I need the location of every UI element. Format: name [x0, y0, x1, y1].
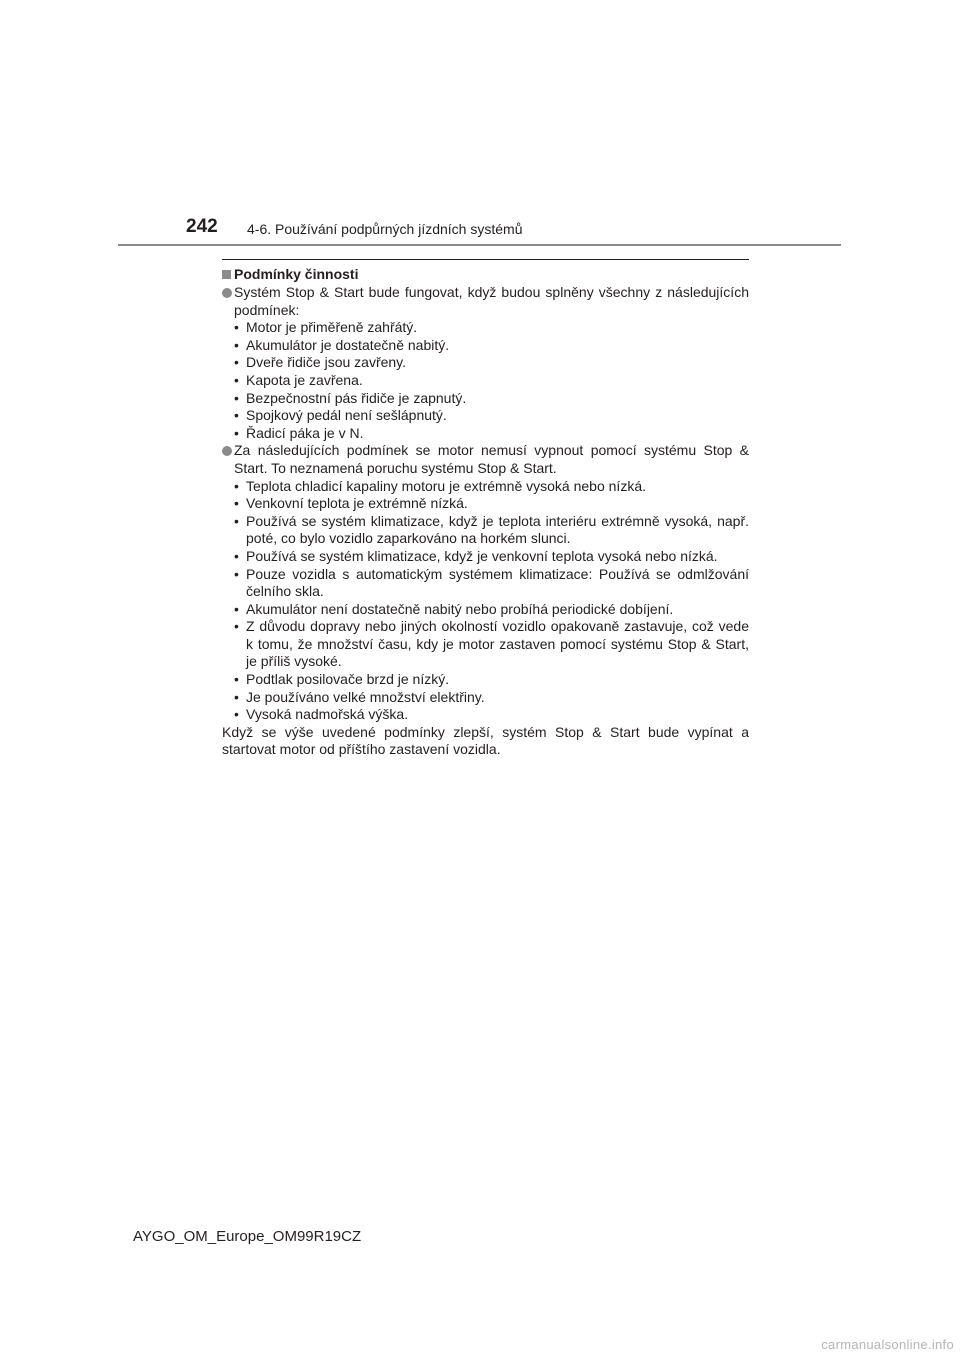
condition-item-text: Systém Stop & Start bude fungovat, když budou splněny všechny z následujících podmínek: [234, 284, 749, 318]
bullet-icon: • [234, 319, 239, 336]
list-item-text: Akumulátor není dostatečně nabitý nebo probíhá periodické dobíjení. [246, 600, 674, 617]
list-item-text: Venkovní teplota je extrémně nízká. [246, 495, 468, 512]
bullet-icon: • [234, 600, 239, 617]
condition-item [222, 442, 749, 477]
bullet-icon: • [234, 618, 239, 635]
list-item [222, 601, 749, 619]
list-item [222, 372, 749, 390]
list-item [222, 495, 749, 513]
list-item-text: Kapota je zavřena. [246, 371, 363, 388]
section-divider [222, 259, 749, 260]
list-item-text: Akumulátor je dostatečně nabitý. [246, 336, 450, 353]
document-code: AYGO_OM_Europe_OM99R19CZ [133, 1228, 362, 1245]
bullet-icon: • [234, 706, 239, 723]
circle-bullet-icon [222, 446, 232, 456]
list-item [222, 513, 749, 548]
condition-sublist [222, 478, 749, 724]
bullet-icon: • [234, 389, 239, 406]
bullet-icon: • [234, 371, 239, 388]
condition-item [222, 284, 749, 319]
list-item-text: Bezpečnostní pás řidiče je zapnutý. [246, 389, 467, 406]
list-item [222, 706, 749, 724]
bullet-icon: • [234, 547, 239, 564]
bullet-icon: • [234, 688, 239, 705]
list-item [222, 407, 749, 425]
list-item-text: Vysoká nadmořská výška. [246, 706, 409, 723]
section-heading [222, 266, 749, 284]
condition-item-text: Za následujících podmínek se motor nemusí vypnout pomocí systému Stop & Start. To neznamená poruchu systému Stop & Start. [234, 442, 749, 476]
section-heading-text: Podmínky činnosti [234, 266, 359, 282]
bullet-icon: • [234, 512, 239, 529]
list-item-text: Motor je přiměřeně zahřátý. [246, 319, 418, 336]
chapter-title: 4-6. Používání podpůrných jízdních systémů [247, 221, 523, 237]
bullet-icon: • [234, 424, 239, 441]
bullet-icon: • [234, 477, 239, 494]
header-divider [118, 244, 841, 246]
list-item [222, 548, 749, 566]
list-item [222, 319, 749, 337]
list-item-text: Používá se systém klimatizace, když je teplota interiéru extrémně vysoká, např. poté, co bylo vozidlo zaparkováno na horkém slunci. [246, 512, 749, 547]
bullet-icon: • [234, 354, 239, 371]
list-item-text: Používá se systém klimatizace, když je venkovní teplota vysoká nebo nízká. [246, 547, 718, 564]
section-content [222, 266, 749, 759]
circle-bullet-icon [222, 288, 232, 298]
list-item [222, 337, 749, 355]
list-item [222, 354, 749, 372]
list-item-text: Spojkový pedál není sešlápnutý. [246, 407, 447, 424]
list-item [222, 390, 749, 408]
list-item [222, 566, 749, 601]
list-item-text: Podtlak posilovače brzd je nízký. [246, 671, 450, 688]
bullet-icon: • [234, 407, 239, 424]
closing-paragraph: Když se výše uvedené podmínky zlepší, systém Stop & Start bude vypínat a startovat motor od příštího zastavení vozidla. [222, 723, 749, 758]
list-item-text: Pouze vozidla s automatickým systémem klimatizace: Používá se odmlžování čelního skla. [246, 565, 749, 600]
square-bullet-icon [222, 270, 231, 279]
list-item [222, 425, 749, 443]
list-item [222, 478, 749, 496]
bullet-icon: • [234, 671, 239, 688]
list-item-text: Je používáno velké množství elektřiny. [246, 688, 485, 705]
list-item [222, 618, 749, 671]
list-item-text: Teplota chladicí kapaliny motoru je extrémně vysoká nebo nízká. [246, 477, 646, 494]
list-item [222, 671, 749, 689]
bullet-icon: • [234, 495, 239, 512]
bullet-icon: • [234, 565, 239, 582]
list-item-text: Z důvodu dopravy nebo jiných okolností vozidlo opakovaně zastavuje, což vede k tomu, že množství času, kdy je motor zastaven pomocí systému Stop & Start, je příliš vysoké. [246, 618, 749, 670]
condition-sublist [222, 319, 749, 442]
watermark: carmanualsonline.info [821, 1337, 954, 1352]
list-item-text: Dveře řidiče jsou zavřeny. [246, 354, 407, 371]
bullet-icon: • [234, 336, 239, 353]
list-item-text: Řadicí páka je v N. [246, 424, 364, 441]
page-number: 242 [186, 216, 218, 237]
list-item [222, 689, 749, 707]
